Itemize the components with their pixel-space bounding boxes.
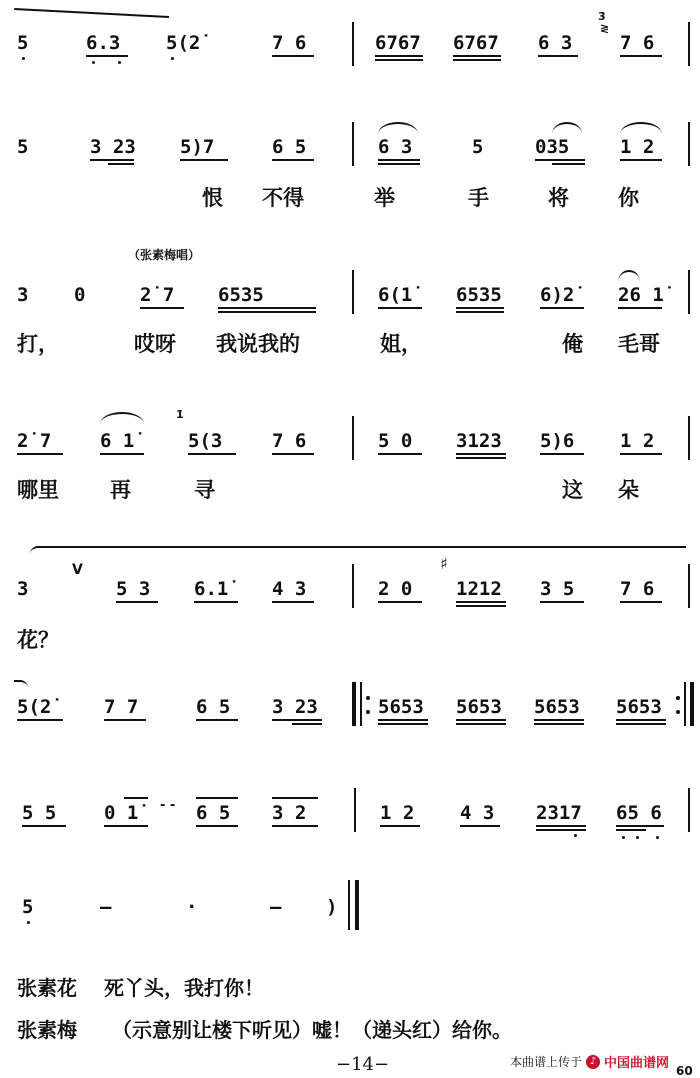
underline [196,825,238,827]
underline [453,55,501,57]
lyric: 哎呀 [134,331,176,356]
repeat-dot [676,710,680,714]
hold-dash: — [100,896,112,918]
underline [100,453,144,455]
note: 7 6 [620,32,655,54]
underline [616,825,664,827]
underline [536,825,586,827]
overline [196,797,238,799]
overline [124,797,148,799]
underline [536,829,586,831]
note: 5 0 [378,430,413,452]
sharp-sign: ♯ [440,554,448,573]
repeat-dot [366,710,370,714]
octave-dot [27,921,30,924]
note: 6)2̇ [540,284,575,306]
tie-slur [552,122,582,134]
underline [616,723,666,725]
bar-line [352,416,354,460]
underline [456,719,506,721]
bar-line [688,416,690,460]
lyric: 姐， [380,331,422,356]
underline [456,723,506,725]
breath-mark: V [72,562,83,578]
phrase-slur [14,680,28,688]
note: 3 [17,578,29,600]
octave-dot [636,836,639,839]
underline [22,825,66,827]
underline [380,825,420,827]
dialogue-text: 死丫头，我打你！ [103,976,264,1000]
underline [108,163,134,165]
underline [104,825,148,827]
note: 4 3 [272,578,307,600]
octave-dot [92,61,95,64]
underline [456,457,506,459]
note: 6767 [453,32,499,54]
bar-line [352,564,354,608]
underline [378,723,428,725]
underline [616,829,646,831]
underline [272,825,318,827]
note: 5653 [378,696,424,718]
note: 6 5 [196,802,231,824]
note: 1 2 [620,430,655,452]
tie-slur [378,122,418,134]
bar-line [352,122,354,166]
note: 5 [17,136,29,158]
note: 6767 [375,32,421,54]
underline [552,163,585,165]
lyric: 不得 [262,185,304,210]
note: 5 5 [22,802,57,824]
note: 6535 [218,284,264,306]
note: 1 2 [380,802,415,824]
octave-dot [656,836,659,839]
grace-note: 1̇ [176,408,184,421]
site-name[interactable]: 中国曲谱网 [604,1056,670,1071]
corner-glyph: 60 [676,1064,693,1078]
underline [540,601,584,603]
note: 5)7 [180,136,215,158]
note: 6.1̇ [194,578,229,600]
underline [460,825,500,827]
underline [618,307,662,309]
bar-line [352,22,354,66]
underline [218,307,316,309]
site-credit [510,1052,669,1071]
underline [620,55,662,57]
underline [17,453,63,455]
lyric: 寻 [194,477,215,502]
octave-dot [22,57,25,60]
underline [378,163,420,165]
phrase-slur [30,546,686,556]
note: 6 3 [538,32,573,54]
underline [456,601,506,603]
note: 1212 [456,578,502,600]
note: 1 2 [620,136,655,158]
bar-line [688,122,690,166]
underline [90,159,134,161]
underline [378,307,422,309]
underline [534,723,584,725]
page-number: −14− [336,1054,390,1075]
lyric: 毛哥 [618,331,660,356]
underline [620,601,662,603]
note: 3 23 [272,696,318,718]
underline [180,159,228,161]
underline [538,55,578,57]
lyric: 再 [110,477,131,502]
tie-slur [618,270,640,282]
underline [218,311,316,313]
note: 3123 [456,430,502,452]
note: 0 [74,284,86,306]
underline [272,453,314,455]
upload-note: 本曲谱上传于 [510,1055,583,1069]
dialogue-text: （示意别让楼下听见）嘘！（递头红）给你。 [111,1018,512,1042]
lyric: 举 [374,185,395,210]
note: 6(1̇ [378,284,413,306]
note: 2̇ 7 [140,284,175,306]
overline [272,797,318,799]
note: 6 5 [196,696,231,718]
underline [375,55,423,57]
note: 2317 [536,802,582,824]
underline [272,601,314,603]
phrase-slur [14,8,169,22]
underline [17,719,63,721]
underline [540,307,584,309]
note: 5653 [616,696,662,718]
underline [104,719,146,721]
underline [378,719,428,721]
underline [188,453,236,455]
final-bar [355,880,359,930]
note: 2̇ 7 [17,430,52,452]
repeat-start-bar [352,682,356,726]
underline [272,55,314,57]
note: 5(2̇ [166,32,201,54]
underline [194,601,238,603]
lyric: 哪里 [17,477,59,502]
note: 26 1̇ [618,284,664,306]
repeat-end-bar [690,682,694,726]
note: 65 6 [616,802,662,824]
underline [534,719,584,721]
octave-dot [118,61,121,64]
octave-dot [171,57,174,60]
note: 6 1̇ [100,430,135,452]
underline [540,453,584,455]
repeat-dot [366,696,370,700]
note: 7 7 [104,696,139,718]
note: 4 3 [460,802,495,824]
underline [456,605,506,607]
bar-line [688,270,690,314]
note: 5(2̇ [17,696,52,718]
tie-slur [100,412,144,424]
repeat-dot [676,696,680,700]
note: 6 5 [272,136,307,158]
note: 5 3 [116,578,151,600]
final-bar [348,880,350,930]
grace-dash: - - [160,798,176,813]
grace-stroke: ≷ [600,22,610,35]
lyric: 手 [468,185,489,210]
hold-dash: — [270,896,282,918]
note: 5 [17,32,29,54]
note: 5 [22,896,34,918]
lyric: 朵 [618,477,639,502]
note: 3 23 [90,136,136,158]
note: 5 [472,136,484,158]
underline [292,723,322,725]
bar-line [352,270,354,314]
octave-dot [622,836,625,839]
note: 6.3 [86,32,121,54]
bar-line [688,564,690,608]
underline [535,159,585,161]
lyric: 打， [17,331,59,356]
lyric: 我说我的 [216,331,300,356]
underline [616,719,666,721]
tie-slur [620,122,662,134]
rest-dot: · [186,896,198,918]
note: 2 0 [378,578,413,600]
speaker-name: 张素花 [17,976,77,1000]
note: 035 [535,136,570,158]
note: 5653 [456,696,502,718]
underline [453,59,501,61]
note: 3 2 [272,802,307,824]
note: 3 5 [540,578,575,600]
lyric: 这 [562,477,583,502]
bar-line [688,788,690,832]
note: 3 [17,284,29,306]
note: 5(3 [188,430,223,452]
underline [86,55,128,57]
note: 7 6 [272,430,307,452]
underline [378,601,422,603]
note: 7 6 [272,32,307,54]
note: 5653 [534,696,580,718]
grace-note: 3̇ [598,10,606,23]
underline [456,311,504,313]
singer-note: （张素梅唱） [128,248,201,262]
repeat-end-bar [684,682,686,726]
dialogue-line [17,1014,512,1043]
note: 0 1̇ [104,802,139,824]
octave-dot [574,834,577,837]
underline [456,307,504,309]
site-logo-icon: ♪ [586,1055,600,1069]
note: 7 6 [620,578,655,600]
repeat-start-bar [360,682,362,726]
underline [378,159,420,161]
lyric: 花？ [17,627,59,652]
underline [140,307,184,309]
lyric: 你 [618,185,639,210]
dialogue-line [17,972,264,1001]
underline [378,453,422,455]
bar-line [354,788,356,832]
note: 6 3 [378,136,413,158]
underline [620,159,662,161]
lyric: 俺 [562,331,583,356]
underline [272,159,314,161]
bar-line [688,22,690,66]
note: 6535 [456,284,502,306]
note: 5)6 [540,430,575,452]
underline [116,601,158,603]
underline [375,59,423,61]
underline [620,453,662,455]
lyric: 将 [548,185,569,210]
speaker-name: 张素梅 [17,1018,77,1042]
close-paren: ) [326,896,338,918]
underline [272,719,322,721]
underline [196,719,238,721]
lyric: 恨 [202,185,223,210]
underline [456,453,506,455]
